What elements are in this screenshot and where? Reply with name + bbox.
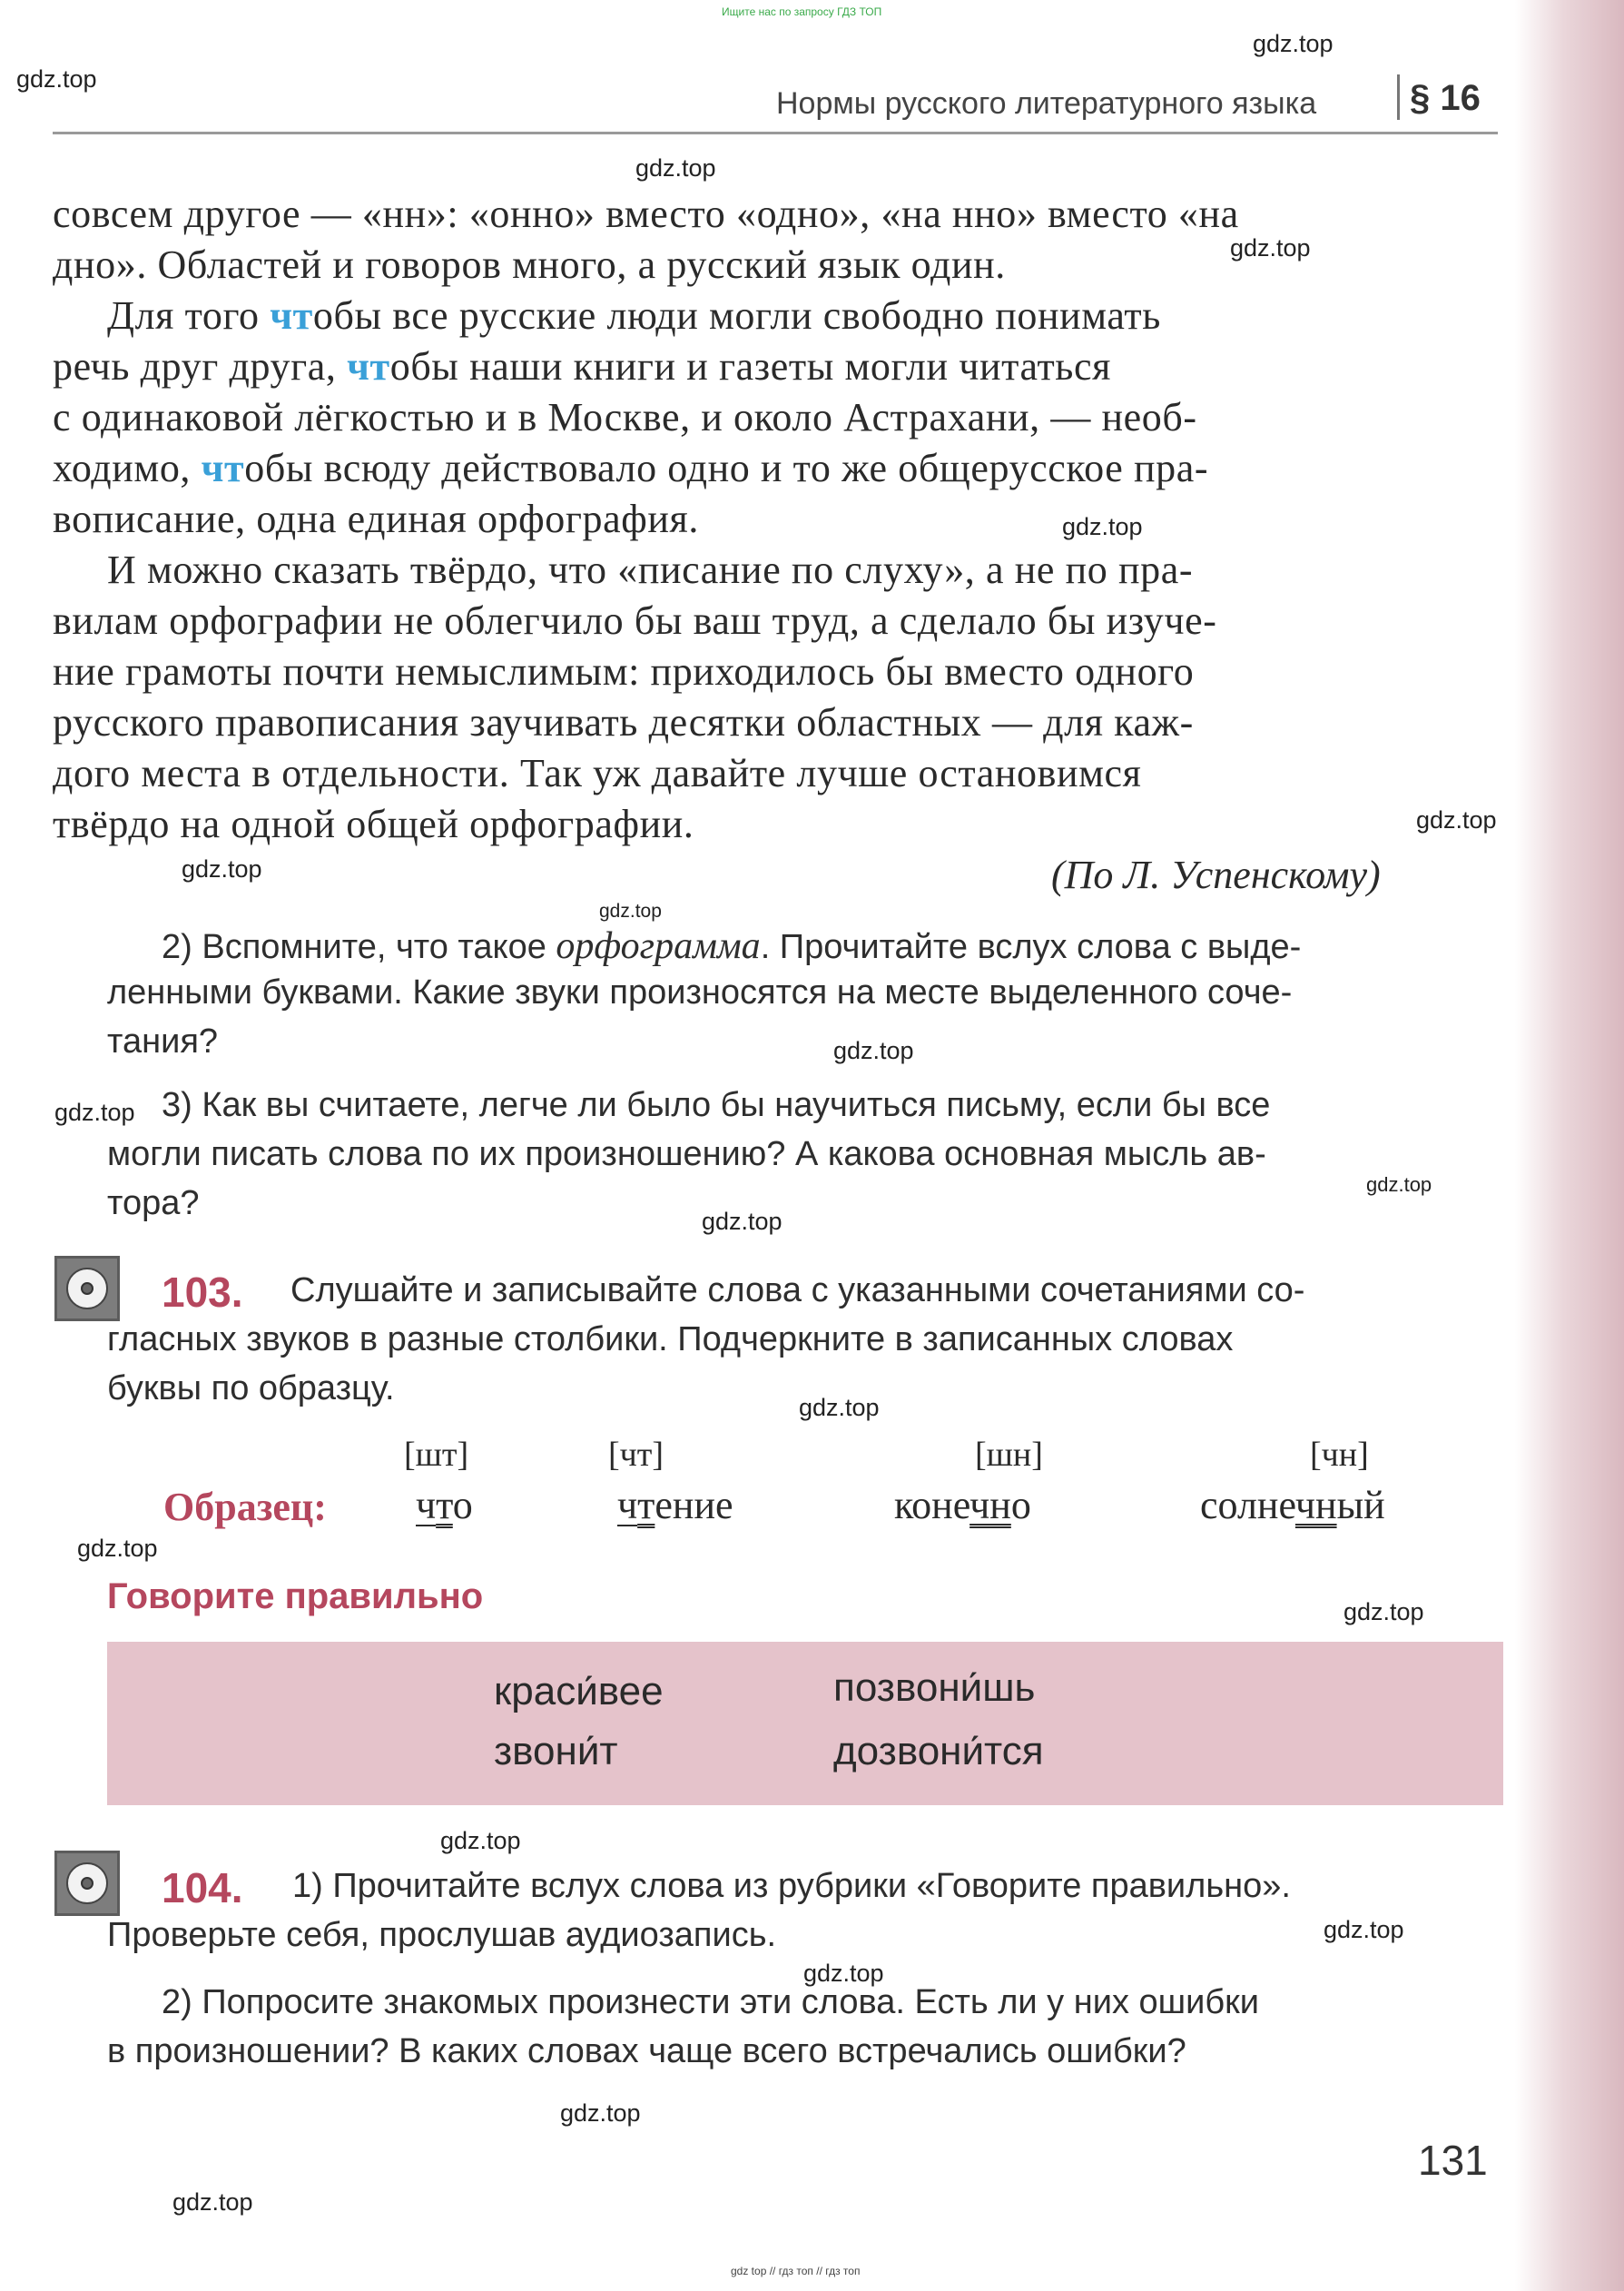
header-rule	[53, 132, 1498, 134]
text-line: И можно сказать твёрдо, что «писание по слуху», а не по пра-	[107, 548, 1194, 592]
section-number: § 16	[1410, 78, 1481, 118]
text-line: русского правописания заучивать десятки областных — для каж-	[53, 700, 1194, 745]
text-line: ние грамоты почти немыслимым: приходилось бы вместо одного	[53, 649, 1195, 694]
text-line: совсем другое — «нн»: «онно» вместо «одно», «на нно» вместо «на	[53, 192, 1239, 236]
task-3-line: могли писать слова по их произношению? А какова основная мысль ав-	[107, 1135, 1266, 1173]
watermark: gdz.top	[1324, 1916, 1404, 1943]
watermark: gdz.top	[16, 65, 97, 93]
audio-disc-icon[interactable]	[54, 1851, 120, 1916]
audio-disc-icon[interactable]	[54, 1256, 120, 1321]
sample-word: чтение	[617, 1483, 733, 1527]
page-number: 131	[1418, 2137, 1488, 2184]
header-title: Нормы русского литературного языка	[776, 86, 1317, 121]
speak-correctly-title: Говорите правильно	[107, 1576, 484, 1616]
exercise-104-line: в произношении? В каких словах чаще всего встречались ошибки?	[107, 2032, 1186, 2070]
exercise-103-line: гласных звуков в разные столбики. Подчеркните в записанных словах	[107, 1320, 1234, 1358]
text-line: твёрдо на одной общей орфографии.	[53, 802, 694, 846]
watermark: gdz.top	[1230, 234, 1311, 262]
highlighted-letters: чт	[201, 446, 245, 490]
text-line: дно». Областей и говоров много, а русский язык один.	[53, 242, 1006, 287]
speak-word: краси́вее	[494, 1669, 664, 1713]
exercise-103-line: Слушайте и записывайте слова с указанными сочетаниями со-	[290, 1271, 1305, 1309]
text-author: (По Л. Успенскому)	[1051, 853, 1381, 897]
watermark: gdz.top	[702, 1208, 782, 1235]
watermark: gdz.top	[833, 1037, 914, 1064]
text-line: с одинаковой лёгкостью и в Москве, и около Астрахани, — необ-	[53, 395, 1197, 439]
watermark: gdz.top	[440, 1827, 521, 1854]
watermark: gdz.top	[1343, 1598, 1424, 1625]
sample-label: Образец:	[163, 1485, 327, 1529]
task-3-line: тора?	[107, 1184, 200, 1222]
speak-word: дозвони́тся	[833, 1729, 1044, 1773]
watermark: gdz.top	[1253, 30, 1334, 57]
exercise-number: 103.	[162, 1269, 243, 1316]
watermark: gdz.top	[172, 2188, 253, 2216]
watermark: gdz.top	[599, 901, 662, 922]
watermark: gdz.top	[77, 1535, 158, 1562]
phonetic-label: [чт]	[608, 1436, 664, 1474]
phonetic-label: [чн]	[1310, 1436, 1369, 1474]
speak-word: звони́т	[494, 1729, 618, 1773]
task-2-line: ленными буквами. Какие звуки произносятся на месте выделенного соче-	[107, 973, 1293, 1012]
sample-word: что	[416, 1483, 473, 1527]
phonetic-label: [шн]	[975, 1436, 1043, 1474]
speak-word: позвони́шь	[833, 1665, 1036, 1710]
highlighted-letters: чт	[270, 293, 313, 338]
watermark: gdz.top	[182, 855, 262, 883]
phonetic-label: [шт]	[404, 1436, 469, 1474]
page-edge-shadow	[1515, 0, 1624, 2291]
exercise-number: 104.	[162, 1864, 243, 1911]
sample-word: солнечный	[1200, 1483, 1385, 1527]
exercise-103-line: буквы по образцу.	[107, 1369, 395, 1407]
text-line: дого места в отдельности. Так уж давайте лучше остановимся	[53, 751, 1142, 795]
exercise-104-line: 1) Прочитайте вслух слова из рубрики «Говорите правильно».	[292, 1867, 1291, 1905]
watermark: gdz.top	[1366, 1173, 1432, 1196]
task-2-line: тания?	[107, 1022, 219, 1061]
highlighted-letters: чт	[347, 344, 390, 389]
watermark: gdz.top	[799, 1394, 880, 1421]
top-watermark-note: Ищите нас по запросу ГДЗ ТОП	[722, 5, 882, 18]
exercise-104-line: 2) Попросите знакомых произнести эти слова. Есть ли у них ошибки	[162, 1983, 1259, 2021]
watermark: gdz.top	[1062, 513, 1143, 540]
watermark: gdz.top	[560, 2099, 641, 2127]
watermark: gdz.top	[1416, 806, 1497, 834]
text-line: речь друг друга, чтобы наши книги и газеты могли читаться	[53, 344, 1111, 389]
sample-word: конечно	[894, 1483, 1031, 1527]
header-separator	[1397, 74, 1400, 120]
speak-correctly-box	[107, 1642, 1503, 1805]
text-line: вописание, одна единая орфография.	[53, 497, 699, 541]
exercise-104-line: Проверьте себя, прослушав аудиозапись.	[107, 1916, 777, 1954]
watermark: gdz.top	[635, 154, 716, 182]
task-2-line: 2) Вспомните, что такое орфограмма. Прочитайте вслух слова с выде-	[162, 925, 1302, 967]
task-3-line: 3) Как вы считаете, легче ли было бы научиться письму, если бы все	[162, 1086, 1271, 1124]
watermark: gdz.top	[803, 1960, 884, 1987]
text-line: ходимо, чтобы всюду действовало одно и то же общерусское пра-	[53, 446, 1209, 490]
text-line: Для того чтобы все русские люди могли свободно понимать	[107, 293, 1161, 338]
text-line: вилам орфографии не облегчило бы ваш труд, а сделало бы изуче-	[53, 598, 1217, 643]
bottom-watermark-note: gdz top // гдз топ // гдз топ	[731, 2265, 861, 2277]
watermark: gdz.top	[54, 1099, 135, 1126]
